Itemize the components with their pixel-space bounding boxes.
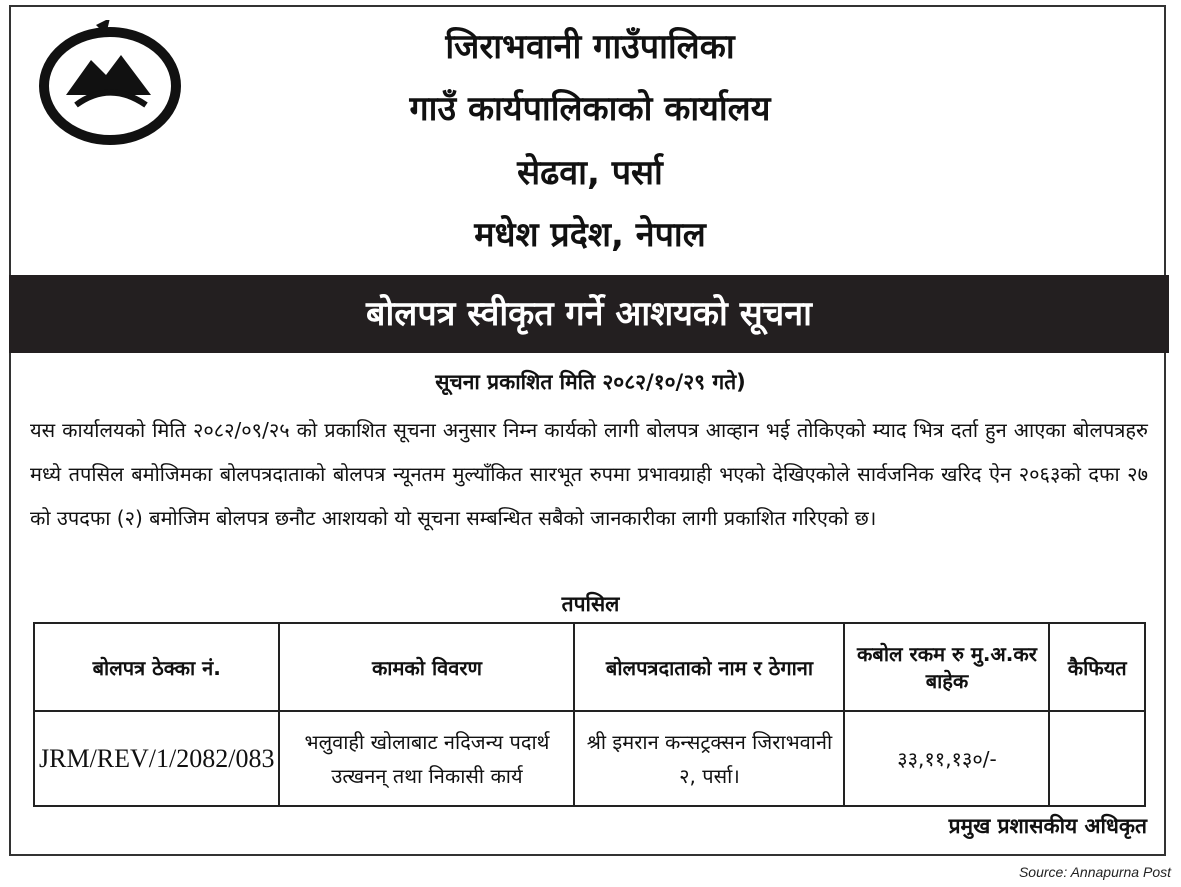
header-remarks: कैफियत	[1049, 623, 1145, 711]
government-emblem-logo	[36, 20, 184, 148]
bidder-name: श्री इमरान कन्सट्रक्सन जिराभवानी २, पर्सा।	[574, 711, 844, 806]
header-contract-no: बोलपत्र ठेक्का नं.	[34, 623, 279, 711]
province-country: मधेश प्रदेश, नेपाल	[474, 215, 706, 255]
signature-title: प्रमुख प्रशासकीय अधिकृत	[948, 814, 1147, 838]
table-caption: तपसिल	[561, 592, 620, 616]
municipality-name: जिराभवानी गाउँपालिका	[445, 27, 735, 67]
remarks	[1049, 711, 1145, 806]
bid-amount: ३३,११,१३०/-	[844, 711, 1049, 806]
header-amount: कबोल रकम रु मु.अ.कर बाहेक	[844, 623, 1049, 711]
contract-no: JRM/REV/1/2082/083	[34, 711, 279, 806]
work-description: भलुवाही खोलाबाट नदिजन्य पदार्थ उत्खनन् तथा निकासी कार्य	[279, 711, 574, 806]
office-name: गाउँ कार्यपालिकाको कार्यालय	[409, 89, 771, 129]
table-row	[34, 711, 1145, 806]
header-bidder: बोलपत्रदाताको नाम र ठेगाना	[574, 623, 844, 711]
header-work: कामको विवरण	[279, 623, 574, 711]
notice-title: बोलपत्र स्वीकृत गर्ने आशयको सूचना	[9, 275, 1169, 353]
table-header-row	[34, 623, 1145, 711]
published-date: सूचना प्रकाशित मिति २०८२/१०/२९ गते)	[435, 370, 746, 394]
bid-table	[33, 622, 1146, 807]
notice-body: यस कार्यालयको मिति २०८२/०९/२५ को प्रकाशित सूचना अनुसार निम्न कार्यको लागी बोलपत्र आव्हान भई तोकिएको म्याद भित्र दर्ता हुन आएका बोलपत्रहरु मध्ये तपसिल बमोजिमका बोलपत्रदाताको बोलपत्र न्यूनतम मुल्याँकित सारभूत रुपमा प्रभावग्राही भएको देखिएकोले सार्वजनिक खरिद ऐन २०६३को दफा २७ को उपदफा (२) बमोजिम बोलपत्र छनौट आशयको यो सूचना सम्बन्धित सबैको जानकारीका लागी प्रकाशित गरिएको छ।	[30, 418, 1148, 530]
source-credit: Source: Annapurna Post	[1018, 864, 1171, 880]
office-address: सेढवा, पर्सा	[517, 153, 663, 193]
